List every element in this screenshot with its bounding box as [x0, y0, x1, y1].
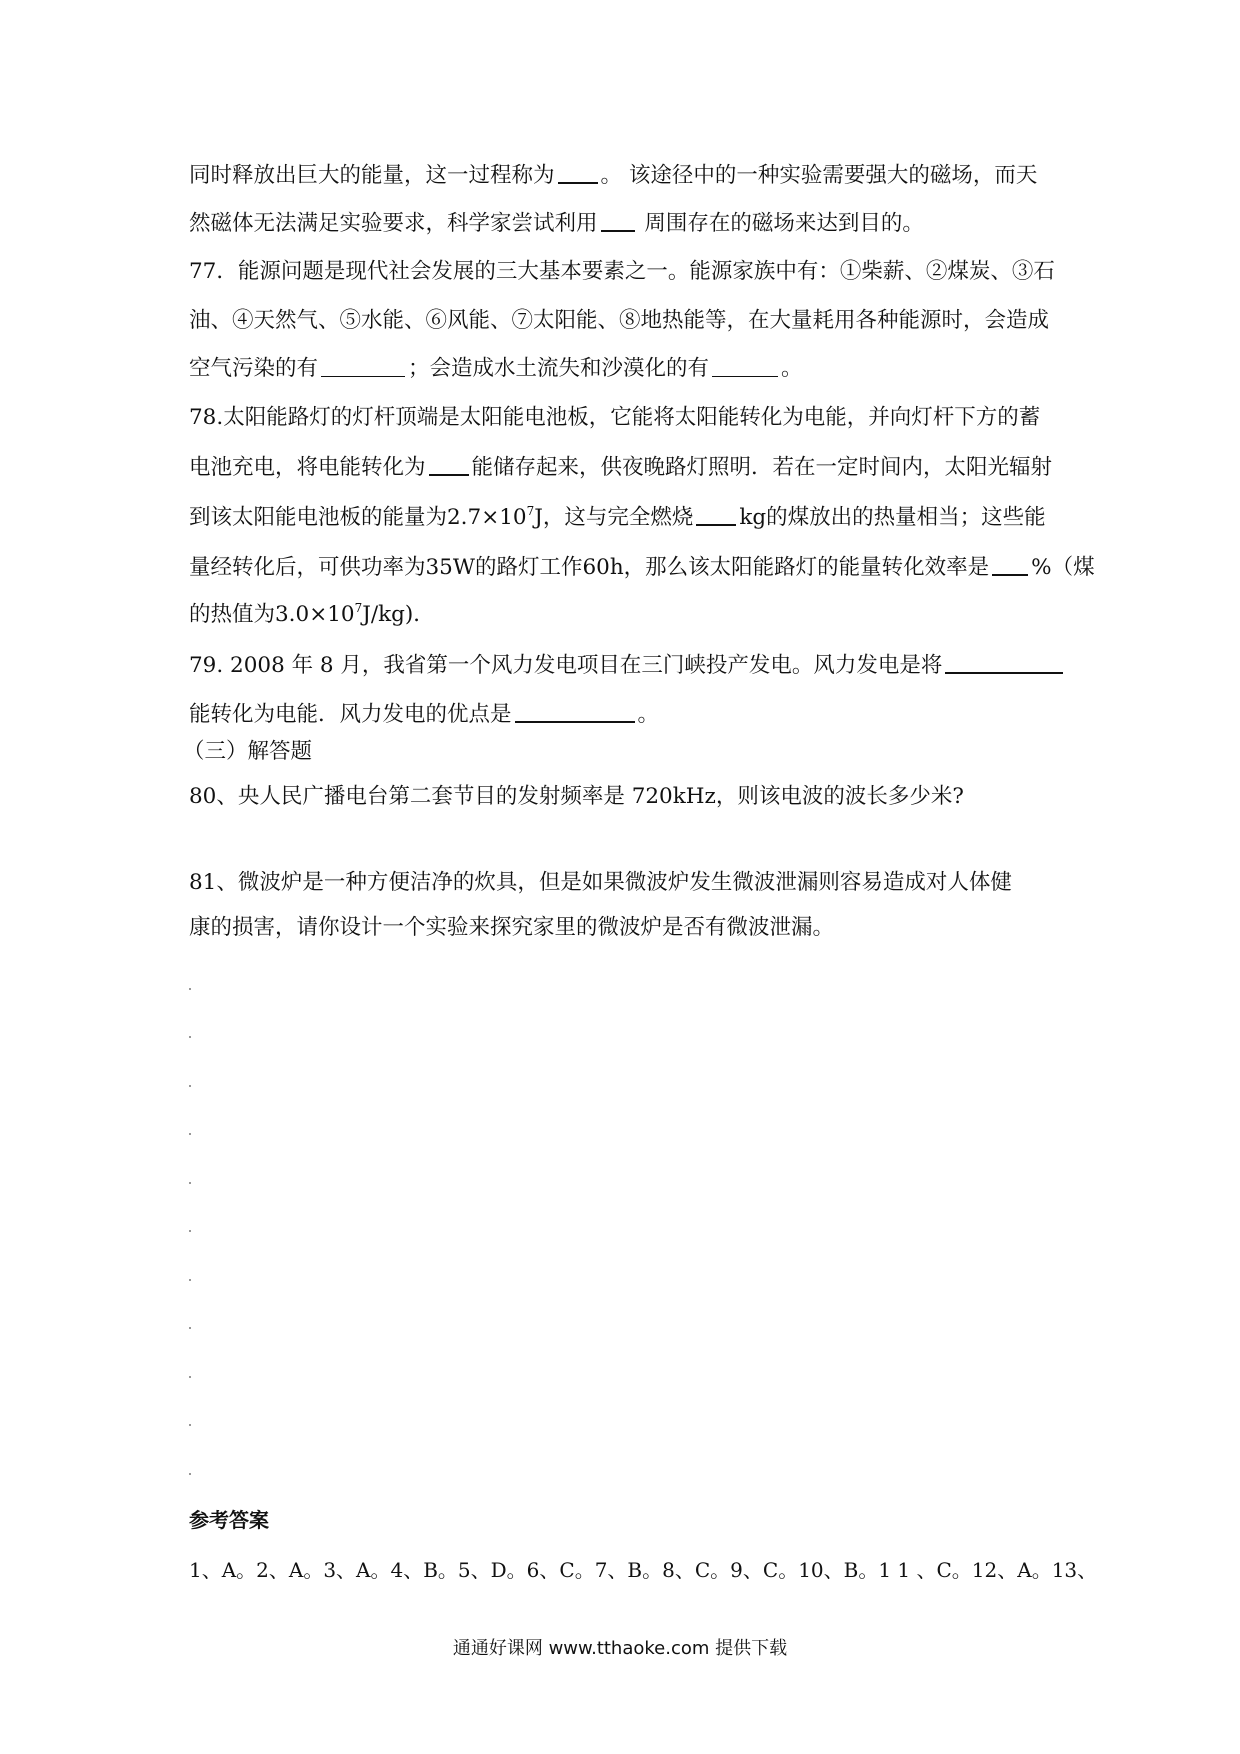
answer-space-mark: [189, 1036, 191, 1038]
q77-line3: 空气污染的有 ；会造成水土流失和沙漠化的有 。: [189, 356, 803, 381]
answer-blank: [558, 160, 598, 184]
page-footer: 通通好课网 www.tthaoke.com 提供下载: [452, 1638, 788, 1659]
answer-blank: [601, 208, 635, 232]
answer-blank: [992, 552, 1028, 576]
answer-space-mark: [189, 988, 191, 990]
section-heading: （三）解答题: [183, 739, 313, 764]
answer-space-mark: [189, 1133, 191, 1135]
q78-line4: 量经转化后，可供功率为35W的路灯工作60h，那么该太阳能路灯的能量转化效率是 %（煤: [189, 552, 1095, 583]
q78-line3: 到该太阳能电池板的能量为$2.7\times 10^7J$，这与完全燃烧 kg的煤放出的热量相当；这些能: [189, 504, 1046, 530]
answer-space-mark: [189, 1230, 191, 1232]
answer-space-mark: [189, 1424, 191, 1426]
answer-space-mark: [189, 1085, 191, 1087]
answer-space-mark: [189, 1376, 191, 1378]
q77-line1: 77．能源问题是现代社会发展的三大基本要素之一。能源家族中有：①柴薪、②煤炭、③石: [189, 259, 1055, 284]
answer-blank: [515, 699, 635, 723]
q80-text: 80、央人民广播电台第二套节目的发射频率是 720kHz，则该电波的波长多少米?: [189, 784, 964, 809]
answer-blank: [429, 452, 469, 476]
answer-blank: [945, 650, 1063, 674]
answers-line1: 1、A。2、A。3、A。4、B。5、D。6、C。7、B。8、C。9、C。10、B。1 1 、C。12、A。13、: [189, 1558, 1098, 1582]
answer-space-mark: [189, 1279, 191, 1281]
answer-blank: [321, 354, 405, 377]
q77-line2: 油、④天然气、⑤水能、⑥风能、⑦太阳能、⑧地热能等，在大量耗用各种能源时，会造成: [189, 308, 1050, 333]
answer-space-mark: [189, 1182, 191, 1184]
q81-line1: 81、微波炉是一种方便洁净的炊具，但是如果微波炉发生微波泄漏则容易造成对人体健: [189, 870, 1012, 895]
q78-line2: 电池充电，将电能转化为 能储存起来，供夜晚路灯照明．若在一定时间内，太阳光辐射: [189, 452, 1052, 483]
answer-blank: [712, 354, 778, 377]
q76-line2: 然磁体无法满足实验要求，科学家尝试利用 周围存在的磁场来达到目的。: [189, 208, 924, 239]
q81-line2: 康的损害，请你设计一个实验来探究家里的微波炉是否有微波泄漏。: [189, 915, 835, 940]
q79-line2: 能转化为电能．风力发电的优点是 。: [189, 699, 659, 730]
q76-line1: 同时释放出巨大的能量，这一过程称为 。 该途径中的一种实验需要强大的磁场，而天: [189, 160, 1037, 191]
answer-space-mark: [189, 1327, 191, 1329]
answer-blank: [696, 502, 736, 526]
q79-line1: 79. 2008 年 8 月，我省第一个风力发电项目在三门峡投产发电。风力发电是将: [189, 650, 1066, 681]
answer-space-mark: [189, 1473, 191, 1475]
q78-line1: 78.太阳能路灯的灯杆顶端是太阳能电池板，它能将太阳能转化为电能，并向灯杆下方的蓄: [189, 405, 1041, 430]
q78-line5: 的热值为$3.0\times 10^7J/kg$)．: [189, 601, 435, 627]
answers-heading: 参考答案: [189, 1508, 269, 1532]
